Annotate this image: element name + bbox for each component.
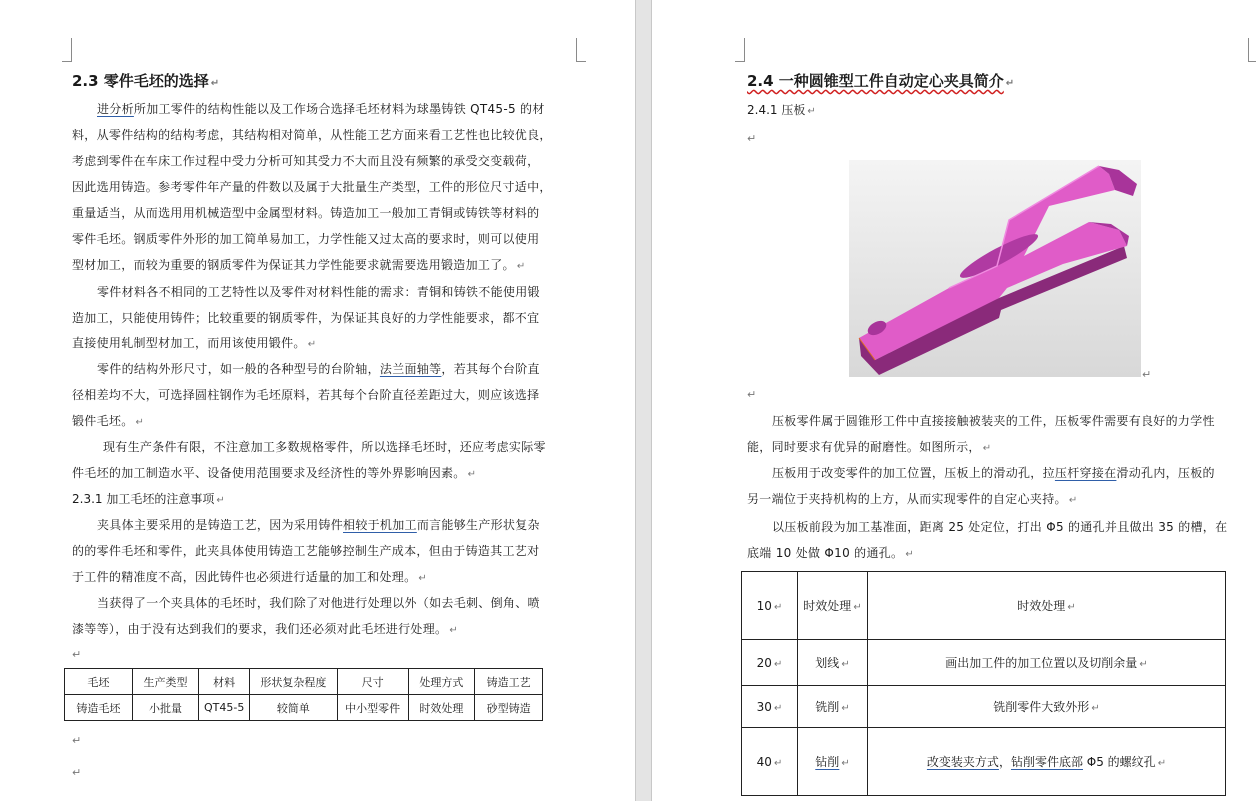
table-cell: 较简单 — [249, 695, 337, 721]
process-number-cell: 20 ↵ — [742, 640, 798, 686]
paragraph-line: 重量适当，从而选用用机械造型中金属型材料。铸造加工一般加工青铜或铸铁等材料的 — [72, 206, 540, 220]
subsection-heading: 2.4.1 压板 ↵ — [747, 103, 816, 117]
paragraph-line: 因此选用铸造。参考零件年产量的件数以及属于大批量生产类型，工件的形位尺寸适中， — [72, 180, 552, 194]
paragraph-line: 考虑到零件在车床工作过程中受力分析可知其受力不大而且没有频繁的承受交变载荷， — [72, 154, 540, 168]
table-cell: 中小型零件 — [337, 695, 408, 721]
section-heading: 2.3 零件毛坯的选择 ↵ — [72, 72, 220, 90]
paragraph-line: 压板零件属于圆锥形工件中直接接触被装夹的工件，压板零件需要有良好的力学性 — [772, 414, 1215, 428]
process-operation-cell: 钻削 ↵ — [798, 728, 868, 796]
process-operation-cell: 铣削 ↵ — [798, 686, 868, 728]
pressure-plate-figure — [849, 160, 1141, 377]
table-header-cell: 生产类型 — [132, 669, 199, 695]
process-number-cell: 10 ↵ — [742, 572, 798, 640]
margin-corner-mark — [62, 38, 72, 62]
table-cell: 砂型铸造 — [475, 695, 543, 721]
section-heading: 2.4 一种圆锥型工件自动定心夹具简介 ↵ — [747, 72, 1015, 90]
process-description-cell: 改变装夹方式，钻削零件底部 Φ5 的螺纹孔 ↵ — [868, 728, 1226, 796]
paragraph-line: 现有生产条件有限，不注意加工多数规格零件，所以选择毛坯时，还应考虑实际零 — [103, 440, 546, 454]
table-header-cell: 材料 — [199, 669, 250, 695]
table-row — [742, 572, 1226, 640]
paragraph-line: 另一端位于夹持机构的上方，从而实现零件的自定心夹持。 ↵ — [747, 492, 1078, 506]
paragraph-line: 底端 10 处做 Φ10 的通孔。 ↵ — [747, 546, 915, 560]
paragraph-line: 以压板前段为加工基准面，距离 25 处定位，打出 Φ5 的通孔并且做出 35 的槽，在 — [772, 520, 1228, 534]
table-cell: 铸造毛坯 — [65, 695, 133, 721]
right-page — [651, 0, 1256, 801]
paragraph-line: 的的零件毛坯和零件，此夹具体使用铸造工艺能够控制生产成本，但由于铸造其工艺对 — [72, 544, 540, 558]
table-row — [742, 728, 1226, 796]
paragraph-mark: ↵ — [72, 734, 82, 747]
table-header-cell: 形状复杂程度 — [249, 669, 337, 695]
paragraph-mark: ↵ — [72, 766, 82, 779]
paragraph-mark: ↵ — [747, 132, 757, 145]
paragraph-line: 径相差均不大，可选择圆柱钢作为毛坯原料，若其每个台阶直径差距过大，则应该选择 — [72, 388, 540, 402]
paragraph-line: 造加工，只能使用铸件；比较重要的钢质零件，为保证其良好的力学性能要求，都不宜 — [72, 311, 540, 325]
paragraph-line: 料，从零件结构的结构考虑，其结构相对简单，从性能工艺方面来看工艺性也比较优良， — [72, 128, 552, 142]
table-cell: 小批量 — [132, 695, 199, 721]
table-header-cell: 铸造工艺 — [475, 669, 543, 695]
process-description-cell: 铣削零件大致外形 ↵ — [868, 686, 1226, 728]
page-gap — [636, 0, 651, 801]
paragraph-line: 漆等等），由于没有达到我们的要求，我们还必须对此毛坯进行处理。 ↵ — [72, 622, 458, 636]
paragraph-line: 能，同时要求有优异的耐磨性。如图所示， ↵ — [747, 440, 992, 454]
paragraph-line: 零件材料各不相同的工艺特性以及零件对材料性能的需求：青铜和铸铁不能使用锻 — [97, 285, 540, 299]
process-operation-cell: 时效处理 ↵ — [798, 572, 868, 640]
table-cell: 时效处理 — [408, 695, 475, 721]
table-cell: QT45-5 — [199, 695, 250, 721]
paragraph-line: 当获得了一个夹具体的毛坯时，我们除了对他进行处理以外（如去毛刺、倒角、喷 — [97, 596, 540, 610]
table-header-cell: 毛坯 — [65, 669, 133, 695]
process-description-cell: 时效处理 ↵ — [868, 572, 1226, 640]
paragraph-line: 夹具体主要采用的是铸造工艺，因为采用铸件相较于机加工而言能够生产形状复杂 — [97, 518, 540, 532]
table-header-cell: 尺寸 — [337, 669, 408, 695]
process-number-cell: 40 ↵ — [742, 728, 798, 796]
process-description-cell: 画出加工件的加工位置以及切削余量 ↵ — [868, 640, 1226, 686]
table-header-cell: 处理方式 — [408, 669, 475, 695]
paragraph-mark: ↵ — [1142, 368, 1152, 381]
paragraph-line: 零件的结构外形尺寸，如一般的各种型号的台阶轴，法兰面轴等，若其每个台阶直 — [97, 362, 540, 376]
margin-corner-mark — [576, 38, 586, 62]
paragraph-line: 零件毛坯。钢质零件外形的加工简单易加工，力学性能又过太高的要求时，则可以使用 — [72, 232, 540, 246]
pressure-plate-image — [849, 160, 1141, 377]
process-table — [741, 571, 1226, 796]
paragraph-line: 直接使用轧制型材加工，而用该使用锻件。 ↵ — [72, 336, 317, 350]
margin-corner-mark — [1248, 38, 1256, 62]
paragraph-mark: ↵ — [747, 388, 757, 401]
paragraph-line: 锻件毛坯。 ↵ — [72, 414, 145, 428]
margin-corner-mark — [735, 38, 745, 62]
paragraph-line: 于工件的精准度不高，因此铸件也必须进行适量的加工和处理。 ↵ — [72, 570, 428, 584]
process-number-cell: 30 ↵ — [742, 686, 798, 728]
blank-info-table — [64, 668, 543, 721]
table-row — [742, 686, 1226, 728]
table-row — [742, 640, 1226, 686]
paragraph-line: 压板用于改变零件的加工位置，压板上的滑动孔，拉压杆穿接在滑动孔内，压板的 — [772, 466, 1215, 480]
paragraph-line: 型材加工，而较为重要的钢质零件为保证其力学性能要求就需要选用锻造加工了。 ↵ — [72, 258, 526, 272]
subsection-heading: 2.3.1 加工毛坯的注意事项 ↵ — [72, 492, 225, 506]
paragraph-line: 件毛坯的加工制造水平、设备使用范围要求及经济性的等外界影响因素。 ↵ — [72, 466, 477, 480]
paragraph-line: 进分析所加工零件的结构性能以及工作场合选择毛坯材料为球墨铸铁 QT45-5 的材 — [97, 102, 545, 116]
table-header-row — [65, 669, 543, 695]
table-row — [65, 695, 543, 721]
process-operation-cell: 划线 ↵ — [798, 640, 868, 686]
paragraph-mark: ↵ — [72, 648, 82, 661]
